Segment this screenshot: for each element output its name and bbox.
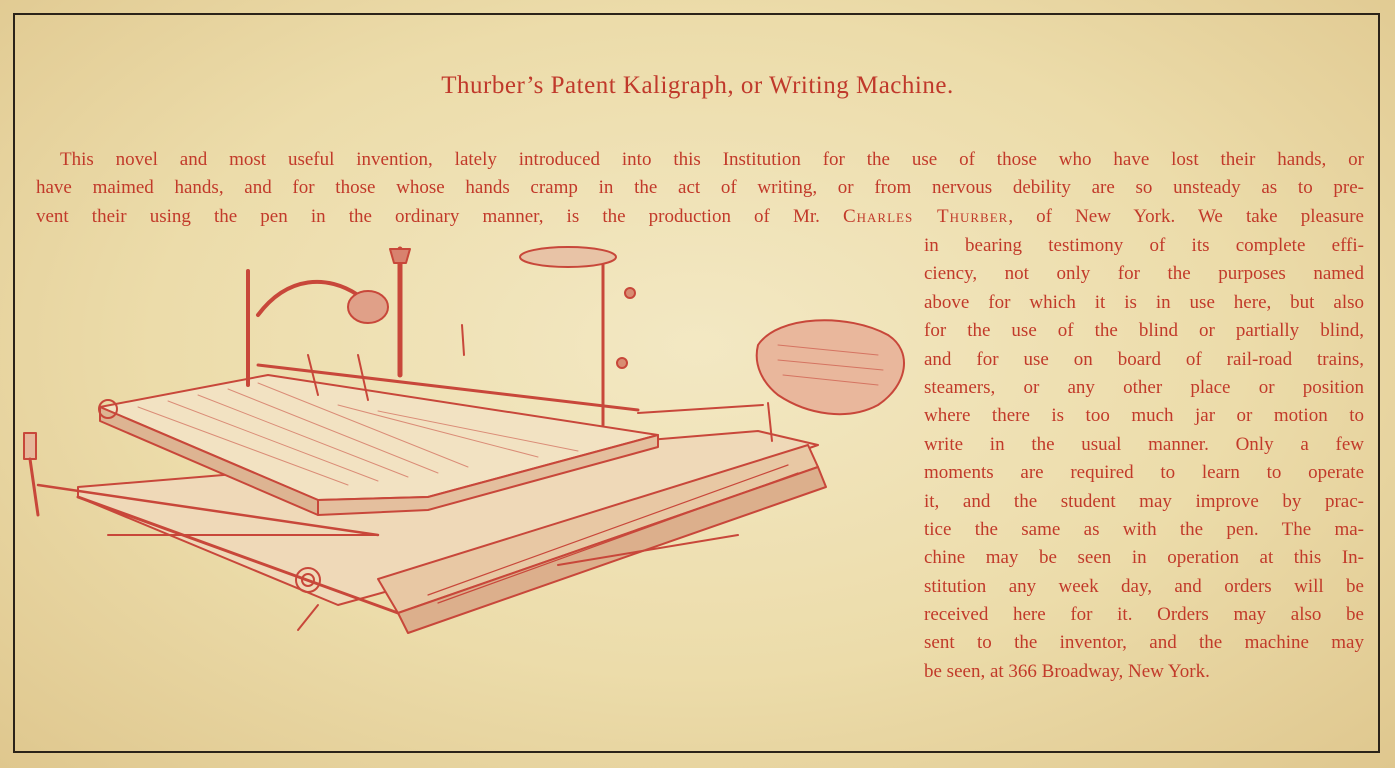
page-title: Thurber’s Patent Kaligraph, or Writing Machine.	[441, 72, 954, 99]
column-line: it, and the student may improve by prac-	[924, 490, 1364, 512]
column-line: and for use on board of rail-road trains,	[924, 348, 1364, 370]
column-line: tice the same as with the pen. The ma-	[924, 518, 1364, 540]
text-column	[924, 232, 1364, 686]
column-line: received here for it. Orders may also be	[924, 604, 1364, 626]
column-line: steamers, or any other place or position	[924, 376, 1364, 398]
column-line: for the use of the blind or partially blind,	[924, 320, 1364, 342]
column-line: be seen, at 366 Broadway, New York.	[924, 660, 1210, 682]
intro-line-3-start: vent their using the pen in the ordinary manner, is the production of Mr.	[36, 206, 843, 227]
column-line: stitution any week day, and orders will be	[924, 575, 1364, 597]
intro-line-3-end: , of New York. We take pleasure	[1008, 206, 1364, 227]
arm-curve	[258, 282, 358, 315]
kaligraph-machine-illustration	[18, 235, 918, 695]
column-line: in bearing testimony of its complete effi-	[924, 235, 1364, 256]
column-line: sent to the inventor, and the machine may	[924, 632, 1364, 654]
operator-hand	[757, 320, 904, 414]
pivot-knuckle	[348, 291, 388, 323]
stylus-rod	[638, 405, 763, 413]
side-bracket	[24, 433, 36, 459]
small-stylus	[462, 325, 464, 355]
column-line: ciency, not only for the purposes named	[924, 263, 1364, 285]
column-line: chine may be seen in operation at this In-	[924, 547, 1364, 569]
intro-line-2: have maimed hands, and for those whose hands cramp in the act of writing, or from nervous debility are so unsteady as to pre-	[36, 177, 1364, 198]
intro-line-3	[36, 203, 1364, 231]
round-tablet	[520, 247, 616, 267]
column-line: above for which it is in use here, but also	[924, 291, 1364, 313]
column-line: moments are required to learn to operate	[924, 462, 1364, 484]
intro-line-1: This novel and most useful invention, lately introduced into this Institution for the use of those who have lost their hands, or	[60, 149, 1364, 170]
column-line: where there is too much jar or motion to	[924, 405, 1364, 427]
inventor-name: Charles Thurber	[842, 206, 1009, 227]
column-line: write in the usual manner. Only a few	[924, 433, 1364, 455]
